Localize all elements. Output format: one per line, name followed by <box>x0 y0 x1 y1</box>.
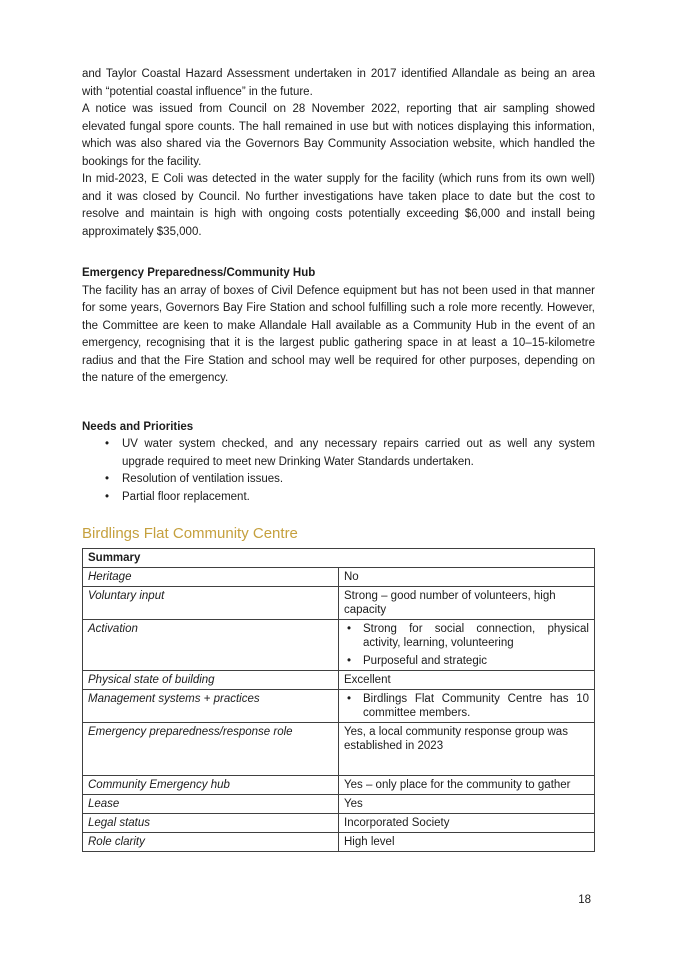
cell-label: Voluntary input <box>83 587 339 620</box>
table-row-management-systems <box>83 690 595 723</box>
needs-bullet-item <box>82 436 595 471</box>
bullet-icon: • <box>105 490 110 503</box>
cell-value: Yes, a local community response group was established in 2023 <box>339 723 595 776</box>
cell-value: Yes <box>339 795 595 814</box>
bullet-icon: • <box>347 655 352 667</box>
paragraph-emergency-preparedness: The facility has an array of boxes of Civil Defence equipment but has not been used in that manner for some years, Governors Bay Fire Station and school fulfilling such a role more recently. However, the Committee are keen to make Allandale Hall available as a Community Hub in the event of an emergency, recognising that it is the largest public gathering space in at least a 10–15-kilometre radius and that the Fire Station and school may well be required for other purposes, depending on the nature of the emergency. <box>82 284 595 384</box>
bullet-item <box>344 692 589 720</box>
needs-bullet-text: Resolution of ventilation issues. <box>122 473 284 485</box>
table-row-voluntary-input <box>83 587 595 620</box>
bullet-text: Purposeful and strategic <box>363 655 488 667</box>
cell-label: Management systems + practices <box>83 690 339 723</box>
page-number: 18 <box>578 894 591 906</box>
cell-label: Legal status <box>83 814 339 833</box>
paragraph-coastal-hazard: and Taylor Coastal Hazard Assessment undertaken in 2017 identified Allandale as being an area with “potential coastal influence” in the future. <box>82 68 595 98</box>
table-row-community-emergency-hub <box>83 776 595 795</box>
cell-value <box>339 620 595 671</box>
cell-label: Role clarity <box>83 833 339 852</box>
cell-label: Activation <box>83 620 339 671</box>
bullet-text: Strong for social connection, physical activity, learning, volunteering <box>363 623 589 649</box>
cell-value: Yes – only place for the community to gather <box>339 776 595 795</box>
cell-label: Heritage <box>83 568 339 587</box>
cell-value: High level <box>339 833 595 852</box>
cell-label: Community Emergency hub <box>83 776 339 795</box>
table-row-lease <box>83 795 595 814</box>
cell-value: Excellent <box>339 671 595 690</box>
needs-bullet-text: Partial floor replacement. <box>122 490 250 503</box>
paragraph-council-notice: A notice was issued from Council on 28 November 2022, reporting that air sampling showed elevated fungal spore counts. The hall remained in use but with notices displaying this information, which was also shared via the Governors Bay Community Association website, which handled the bookings for the facility. <box>82 103 595 168</box>
bullet-icon: • <box>347 623 352 635</box>
table-row-physical-state <box>83 671 595 690</box>
table-row-role-clarity <box>83 833 595 852</box>
bullet-item <box>344 622 589 650</box>
cell-label: Lease <box>83 795 339 814</box>
needs-bullet-item <box>82 489 595 507</box>
summary-table <box>82 548 595 852</box>
heading-needs-and-priorities: Needs and Priorities <box>82 420 194 433</box>
bullet-icon: • <box>105 438 110 450</box>
bullet-icon: • <box>105 473 110 485</box>
cell-value <box>339 690 595 723</box>
cell-value: No <box>339 568 595 587</box>
heading-birdlings-flat: Birdlings Flat Community Centre <box>82 525 298 542</box>
bullet-icon: • <box>347 693 352 705</box>
cell-label: Physical state of building <box>83 671 339 690</box>
cell-value: Incorporated Society <box>339 814 595 833</box>
table-row-summary-header <box>83 549 595 568</box>
paragraph-ecoli: In mid-2023, E Coli was detected in the water supply for the facility (which runs from its own well) and it was closed by Council. No further investigations have taken place to date but the cost to resolve and maintain is high with ongoing costs potentially exceeding $6,000 and install being approximately $35,000. <box>82 173 595 238</box>
table-row-emergency-preparedness <box>83 723 595 776</box>
needs-bullet-item <box>82 471 595 489</box>
table-row-activation <box>83 620 595 671</box>
bullet-text: Birdlings Flat Community Centre has 10 committee members. <box>363 693 589 719</box>
needs-bullet-text: UV water system checked, and any necessary repairs carried out as well any system upgrade required to meet new Drinking Water Standards undertaken. <box>122 438 595 468</box>
table-row-legal-status <box>83 814 595 833</box>
heading-emergency-preparedness: Emergency Preparedness/Community Hub <box>82 267 316 279</box>
cell-label: Emergency preparedness/response role <box>83 723 339 776</box>
table-header-cell: Summary <box>83 549 595 568</box>
bullet-item <box>344 654 589 668</box>
cell-value: Strong – good number of volunteers, high capacity <box>339 587 595 620</box>
table-row-heritage <box>83 568 595 587</box>
